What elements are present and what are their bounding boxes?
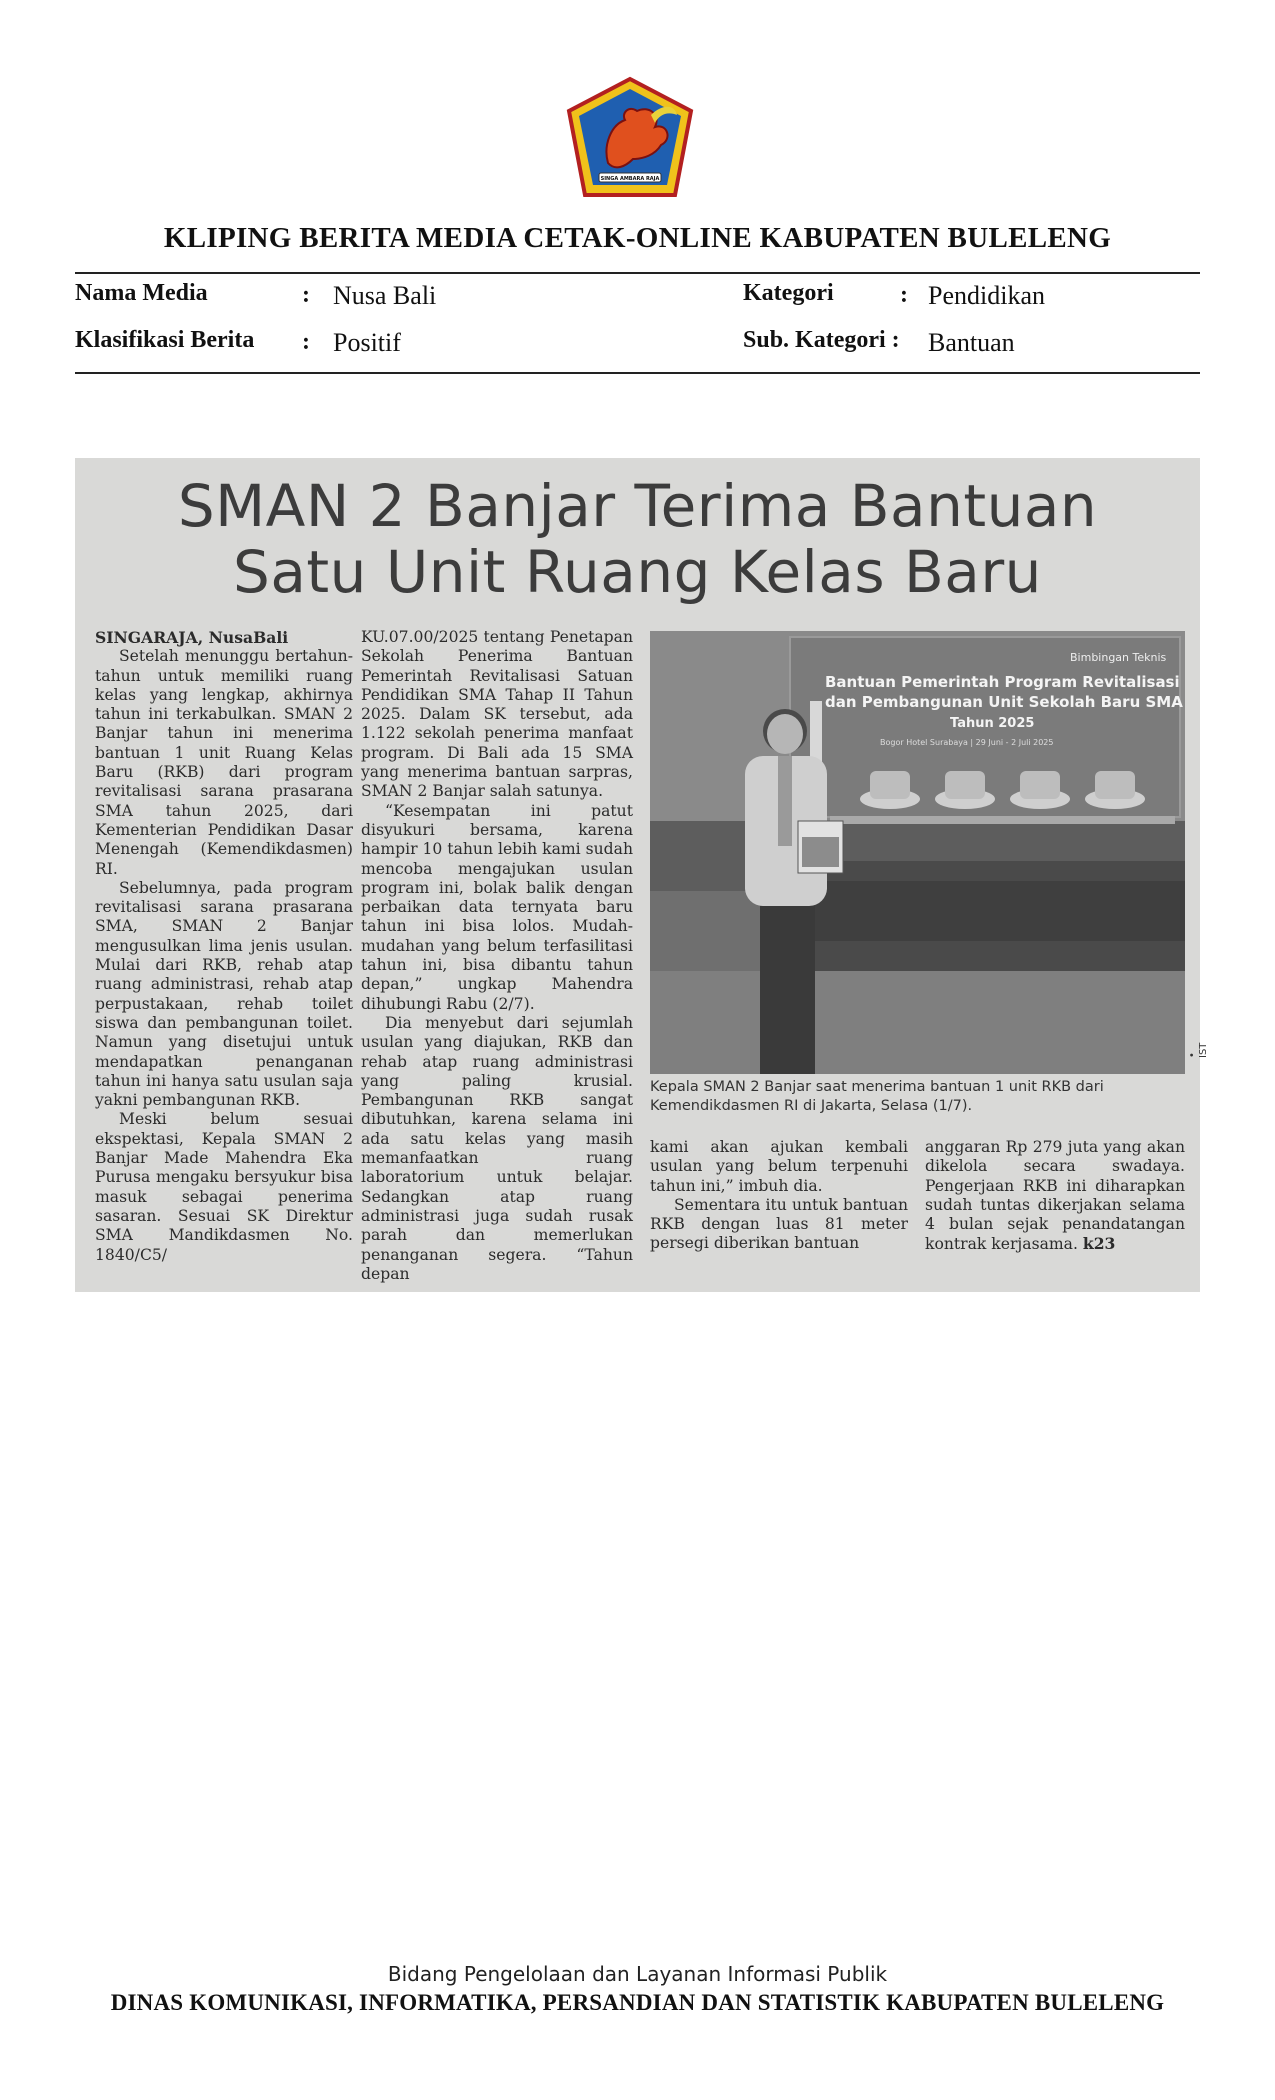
- article-dateline: SINGARAJA, NusaBali: [95, 628, 289, 647]
- newspaper-clipping: [75, 458, 1209, 1292]
- article-photo: [650, 631, 1185, 1074]
- page-title: KLIPING BERITA MEDIA CETAK-ONLINE KABUPATEN BULELENG: [163, 222, 1112, 254]
- kategori-label: Kategori: [743, 280, 834, 306]
- nama-media-value: Nusa Bali: [333, 281, 437, 310]
- article-column-3: [650, 1138, 908, 1254]
- article-column-2: [361, 628, 633, 1284]
- headline-line2: Satu Unit Ruang Kelas Baru: [233, 538, 1042, 606]
- banner-small-text: Bimbingan Teknis: [1070, 651, 1167, 664]
- article-column-1: [95, 628, 353, 1265]
- footer-agency: DINAS KOMUNIKASI, INFORMATIKA, PERSANDIAN DAN STATISTIK KABUPATEN BULELENG: [110, 1990, 1165, 2015]
- article-paragraph: kami akan ajukan kembali usulan yang belum terpenuhi tahun ini,” imbuh dia.: [650, 1138, 908, 1195]
- nama-media-colon: :: [302, 282, 310, 308]
- sub-kategori-value: Bantuan: [928, 328, 1015, 357]
- article-paragraph: Sementara itu untuk bantuan RKB dengan luas 81 meter persegi diberikan bantuan: [650, 1195, 908, 1253]
- article-paragraph: Sebelumnya, pada program revitalisasi sarana prasarana SMA, SMAN 2 Banjar mengusulkan lima jenis usulan. Mulai dari RKB, rehab atap ruang administrasi, rehab atap perpustakaan, rehab toilet siswa dan pembangunan toilet. Namun yang disetujui untuk mendapatkan penanganan tahun ini hanya satu usulan saja yakni pembangunan RKB.: [95, 878, 353, 1110]
- buleleng-emblem-logo: [563, 75, 698, 201]
- article-paragraph: Meski belum sesuai ekspektasi, Kepala SMAN 2 Banjar Made Mahendra Eka Purusa mengaku bersyukur bisa masuk sebagai penerima sasaran. Sesuai SK Direktur SMA Mandikdasmen No. 1840/C5/: [95, 1110, 353, 1264]
- article-paragraph: KU.07.00/2025 tentang Penetapan Sekolah Penerima Bantuan Pemerintah Revitalisasi Satuan Pendidikan SMA Tahap II Tahun 2025. Dalam SK tersebut, ada 1.122 sekolah penerima manfaat program. Di Bali ada 15 SMA yang menerima bantuan sarpras, SMAN 2 Banjar salah satunya.: [361, 628, 633, 801]
- bottom-divider: [75, 372, 1200, 374]
- author-code: k23: [1082, 1234, 1116, 1254]
- banner-line1: Bantuan Pemerintah Program Revitalisasi: [825, 673, 1180, 691]
- klasifikasi-value: Positif: [333, 328, 401, 357]
- kategori-value: Pendidikan: [928, 281, 1045, 310]
- klasifikasi-label: Klasifikasi Berita: [75, 327, 255, 353]
- photo-credit: • IST: [1187, 1042, 1209, 1058]
- sub-kategori-label: Sub. Kategori :: [743, 327, 900, 353]
- headline-line1: SMAN 2 Banjar Terima Bantuan: [177, 472, 1098, 540]
- photo-caption: Kepala SMAN 2 Banjar saat menerima bantuan 1 unit RKB dari Kemendikdasmen RI di Jakarta, Selasa (1/7).: [650, 1079, 1104, 1114]
- banner-line2: dan Pembangunan Unit Sekolah Baru SMA: [825, 693, 1183, 711]
- top-divider: [75, 272, 1200, 274]
- article-paragraph: “Kesempatan ini patut disyukuri bersama, karena hampir 10 tahun lebih kami sudah mencoba mengajukan usulan program ini, bolak balik dengan perbaikan data ternyata baru tahun ini bisa lolos. Mudah-mudahan yang belum terfasilitasi tahun ini, bisa dibantu tahun depan,” ungkap Mahendra dihubungi Rabu (2/7).: [361, 801, 633, 1013]
- article-paragraph: Setelah menunggu bertahun-tahun untuk memiliki ruang kelas yang lengkap, akhirnya tahun ini terkabulkan. SMAN 2 Banjar tahun ini menerima bantuan 1 unit Ruang Kelas Baru (RKB) dari program revitalisasi sarana prasarana SMA tahun 2025, dari Kementerian Pendidikan Dasar Menengah (Kemendikdasmen) RI.: [95, 647, 353, 878]
- article-paragraph: anggaran Rp 279 juta yang akan dikelola secara swadaya. Pengerjaan RKB ini diharapkan sudah tuntas dikerjakan selama 4 bulan sejak penandatangan kontrak kerjasama. k23: [925, 1138, 1185, 1254]
- kategori-colon: :: [900, 282, 908, 308]
- nama-media-label: Nama Media: [75, 280, 208, 306]
- article-column-4: [925, 1138, 1185, 1255]
- logo-motto: SINGA AMBARA RAJA: [600, 176, 660, 182]
- banner-line3: Tahun 2025: [950, 716, 1035, 731]
- banner-venue: Bogor Hotel Surabaya | 29 Juni - 2 Juli 2025: [880, 738, 1054, 747]
- footer-division: Bidang Pengelolaan dan Layanan Informasi Publik: [387, 1962, 888, 1986]
- klasifikasi-colon: :: [302, 329, 310, 355]
- article-paragraph: Dia menyebut dari sejumlah usulan yang diajukan, RKB dan rehab atap ruang administrasi yang paling krusial. Pembangunan RKB sangat dibutuhkan, karena selama ini ada satu kelas yang masih memanfaatkan ruang laboratorium untuk belajar. Sedangkan atap ruang administrasi juga sudah rusak parah dan memerlukan penanganan segera. “Tahun depan: [361, 1013, 633, 1283]
